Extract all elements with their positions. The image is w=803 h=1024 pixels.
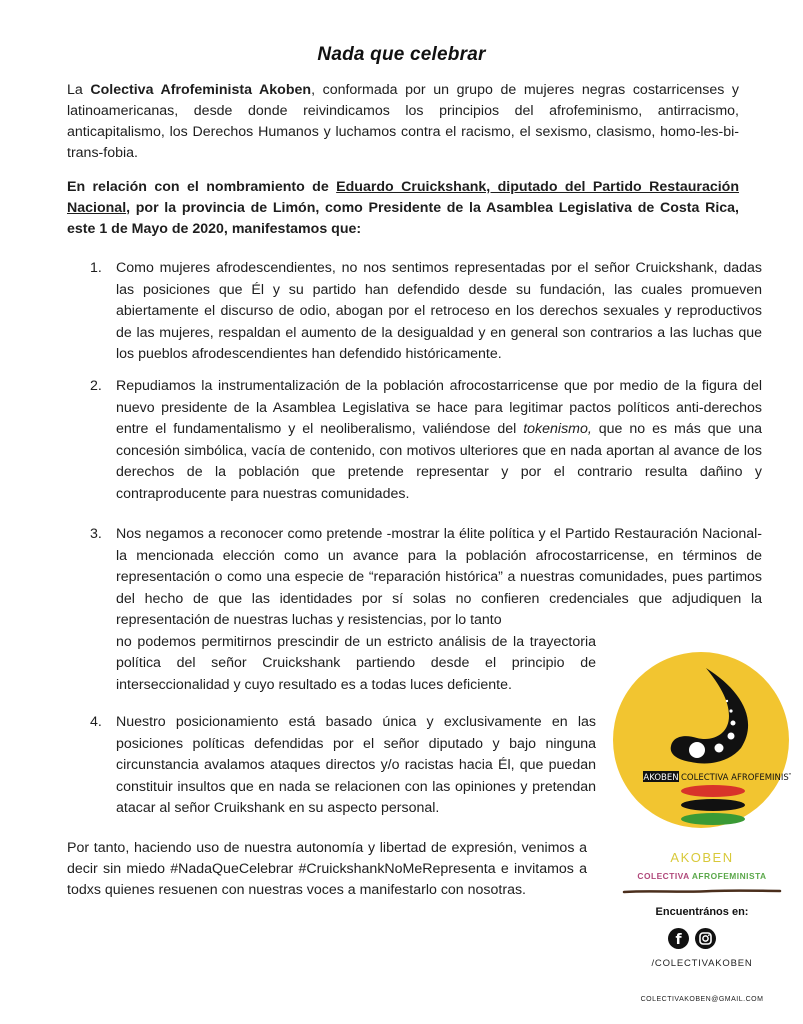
relation-prefix: En relación con el nombramiento de (67, 179, 337, 195)
list-text-part: que no es más que una concesión simbólica, vacía de contenido, con motivos ulteriores que en nada aportan al avance de los derechos de la población que pretende representar y por el contrario resulta dañino y contraproducente para nuestras comunidades. (116, 421, 763, 502)
deputy-name-underlined: Eduardo Cruickshank, diputado del Partido Restauración Nacional (67, 179, 739, 216)
list-number: 2. (90, 378, 102, 394)
brand-block (612, 850, 792, 899)
brand-subtitle (612, 871, 792, 881)
italic-term: tokenismo, (523, 421, 592, 437)
brand-sub-2: AFROFEMINISTA (691, 871, 767, 881)
facebook-icon[interactable] (668, 928, 689, 949)
closing-paragraph: Por tanto, haciendo uso de nuestra autonomía y libertad de expresión, venimos a decir sin miedo #NadaQueCelebrar #CruickshankNoMeRepresenta e invitamos a todxs quienes resuenen con nuestras voces a manifestarlo con nosotras. (67, 840, 587, 898)
list-text-part: Repudiamos la instrumentalización de la población afrocostarricense que por medio de la figura del nuevo presidente de la Asamblea Legislativa se hace para legitimar pactos políticos anti-derechos entre el fundamentalismo y el neoliberalismo, valiéndose del (116, 378, 762, 437)
list-number: 4. (90, 714, 102, 730)
page-title: Nada que celebrar (317, 44, 486, 65)
relation-text: , por la provincia de Limón, como Presidente de la Asamblea Legislativa de Costa Rica, este 1 de Mayo de 2020, manifestamos que: (67, 200, 739, 237)
intro-text: , conformada por un grupo de mujeres negras costarricenses y latinoamericanas, desde donde reivindicamos los principios del afrofeminismo, antirracismo, anticapitalismo, los Derechos Humanos y luchamos contra el racismo, el sexismo, clasismo, homo-les-bi-trans-fobia. (67, 82, 739, 161)
logo-badge-text: AKOBEN (643, 773, 679, 783)
akoben-emblem-icon (611, 650, 791, 830)
brand-sub-1: COLECTIVA (637, 871, 690, 881)
brush-stroke-divider (622, 888, 782, 894)
list-number: 3. (90, 526, 102, 542)
brand-name: AKOBEN (670, 850, 734, 865)
list-text-wide: Nos negamos a reconocer como pretende -mostrar la élite política y el Partido Restauración Nacional- la mencionada elección como un avance para la población afrocostarricense, en términos de representación o como una especie de “reparación histórica” a nuestras comunidades, pues partimos del hecho de que las identidades por sí solas no confieren credenciales que adjudiquen la representación de nuestras luchas y resistencias, por lo tanto (116, 526, 762, 628)
relation-paragraph (67, 177, 739, 240)
find-us-label: Encuentrános en: (655, 906, 749, 918)
instagram-icon[interactable] (695, 928, 716, 949)
list-text: Nuestro posicionamiento está basado única y exclusivamente en las posiciones políticas defendidas por el señor diputado y bajo ninguna circunstancia avalamos ataques directos y/o racistas hacia Él, que puedan constituir insultos que en nada se relacionen con las opiniones y pretendan atacar al señor Cruikshank en su aspecto personal. (116, 714, 596, 816)
intro-paragraph (67, 80, 739, 164)
list-text (116, 376, 762, 505)
social-handle: /COLECTIVAKOBEN (651, 958, 753, 969)
list-text-narrow: no podemos permitirnos prescindir de un estricto análisis de la trayectoria política del señor Cruickshank partiendo desde el principio de interseccionalidad y cuyo resultado es a todas luces deficiente. (116, 633, 596, 693)
list-number: 1. (90, 260, 102, 276)
intro-prefix: La (67, 82, 91, 98)
logo-label-text: COLECTIVA AFROFEMINISTA (681, 773, 791, 783)
list-text: Como mujeres afrodescendientes, no nos sentimos representadas por el señor Cruickshank, dadas las posiciones que Él y su partido han defendido desde su fundación, las cuales promueven abiertamente el discurso de odio, abogan por el retroceso en los derechos sexuales y reproductivos de las mujeres, respaldan el aumento de la desigualdad y en general son contrarios a las luchas que los pueblos afrodescendientes han defendido históricamente. (116, 260, 762, 362)
akoben-logo (611, 650, 791, 830)
social-icons (668, 928, 728, 950)
svg-text:f: f (675, 932, 682, 948)
collective-name: Colectiva Afrofeminista Akoben (90, 82, 312, 98)
contact-email: COLECTIVAKOBEN@GMAIL.COM (640, 996, 764, 1003)
